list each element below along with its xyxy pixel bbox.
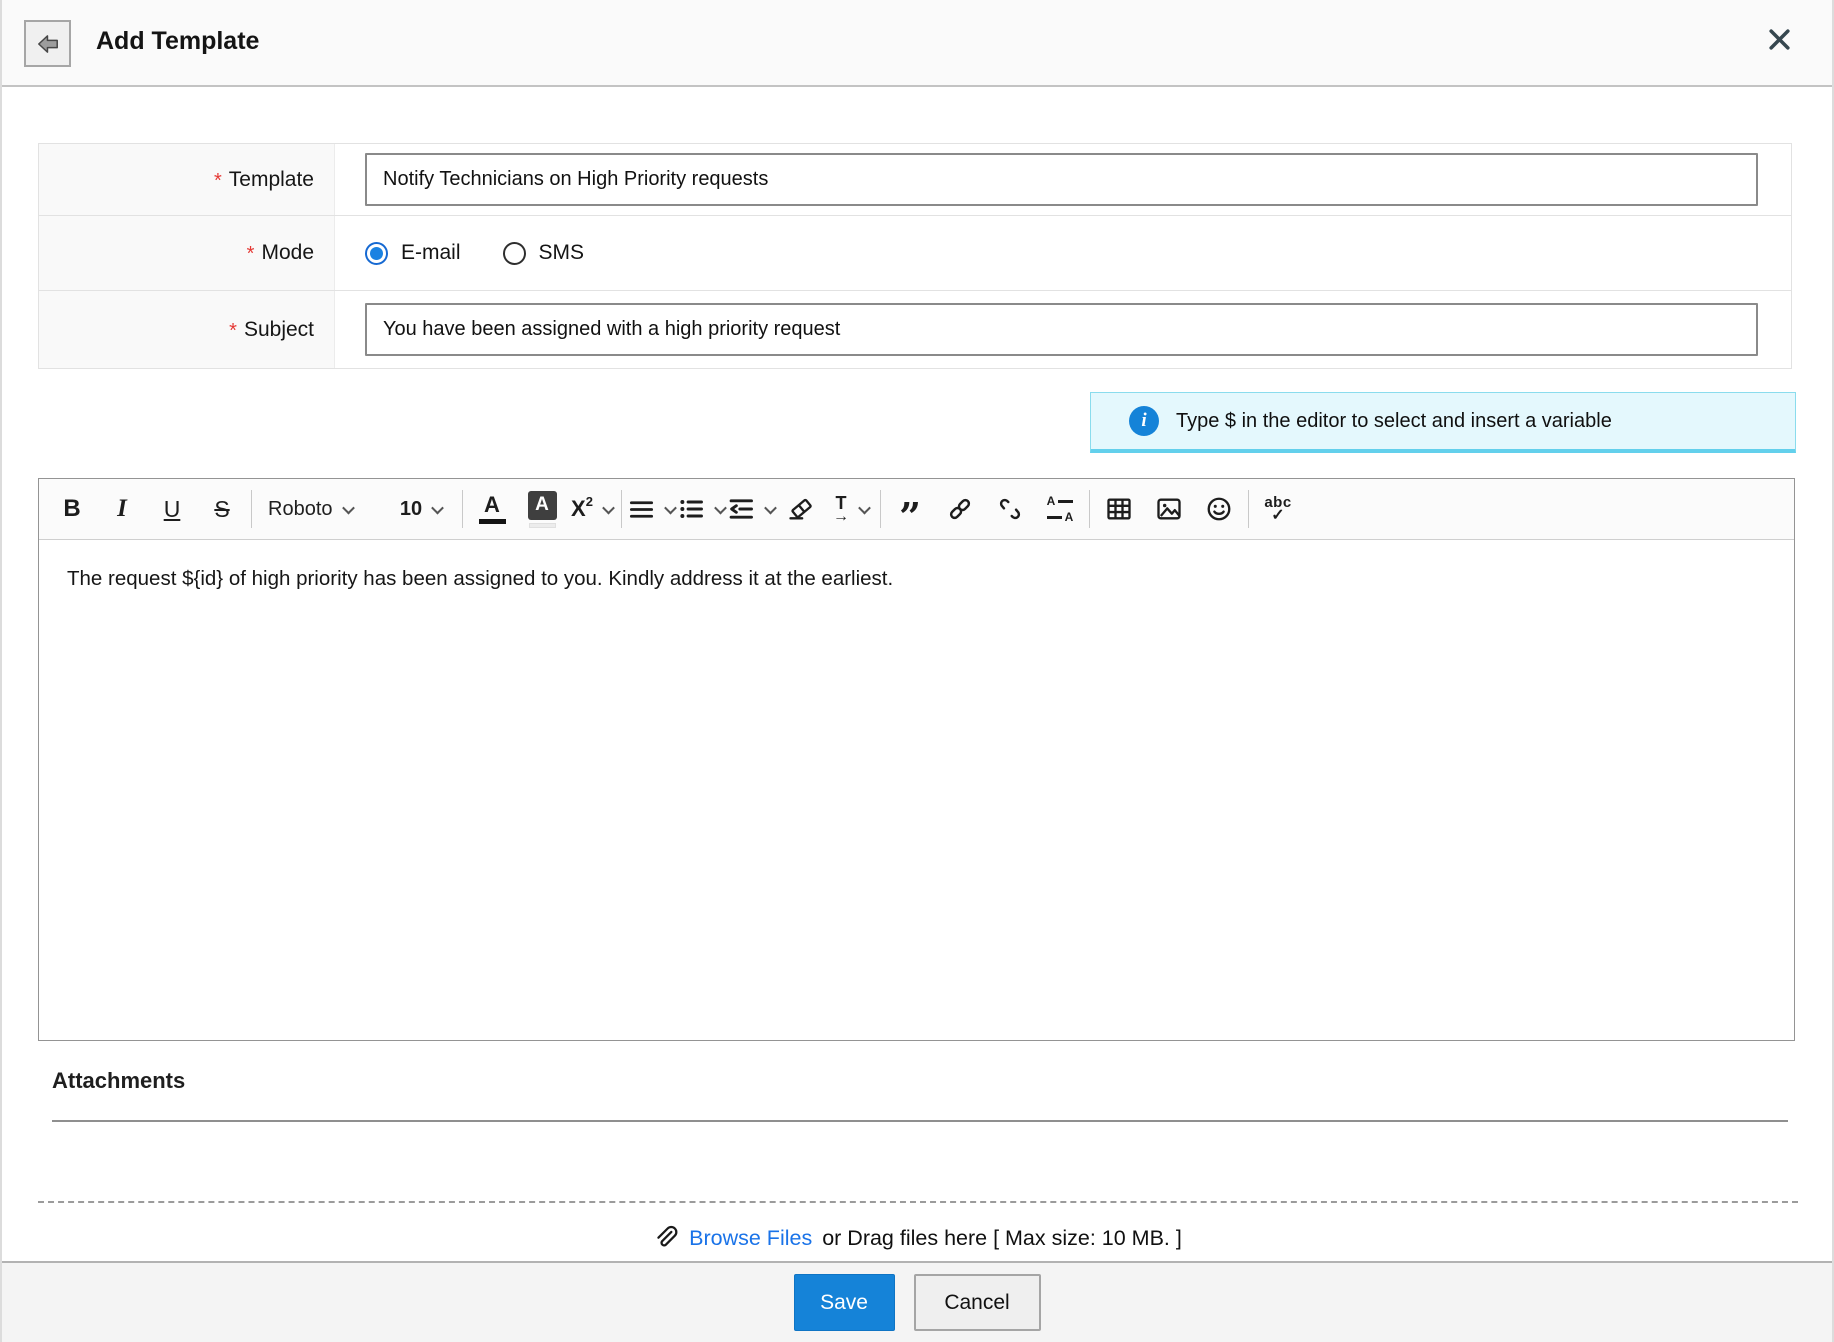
link-icon bbox=[946, 495, 974, 523]
text-color-icon: A bbox=[479, 494, 506, 524]
line-height-button[interactable] bbox=[1035, 486, 1085, 532]
close-button[interactable] bbox=[1764, 24, 1794, 54]
rich-text-editor bbox=[38, 478, 1795, 1041]
unlink-icon bbox=[996, 495, 1024, 523]
superscript-icon: X $^2$ bbox=[571, 494, 593, 521]
bold-button[interactable]: B bbox=[63, 495, 81, 522]
chevron-down-icon bbox=[714, 501, 727, 514]
mode-value-cell bbox=[335, 216, 1791, 290]
toolbar-separator bbox=[1089, 490, 1090, 528]
subject-label-cell bbox=[39, 291, 335, 368]
mode-sms-label: SMS bbox=[538, 241, 585, 264]
blockquote-button[interactable]: ” bbox=[899, 494, 921, 539]
superscript-dropdown[interactable] bbox=[567, 486, 617, 532]
highlight-color-button[interactable] bbox=[517, 486, 567, 532]
text-direction-dropdown[interactable] bbox=[826, 486, 876, 532]
emoji-button[interactable] bbox=[1194, 486, 1244, 532]
toolbar-separator bbox=[1248, 490, 1249, 528]
subject-label: Subject bbox=[243, 317, 314, 341]
editor-content-text: The request ${id} of high priority has been assigned to you. Kindly address it at the earliest. bbox=[67, 567, 894, 590]
font-size-dropdown[interactable] bbox=[384, 486, 458, 532]
spellcheck-button[interactable] bbox=[1253, 486, 1303, 532]
unlink-button[interactable] bbox=[985, 486, 1035, 532]
template-label: Template bbox=[228, 167, 314, 191]
mode-email-label: E-mail bbox=[401, 241, 461, 264]
chevron-down-icon bbox=[664, 501, 677, 514]
chevron-down-icon bbox=[602, 501, 615, 514]
template-label-cell bbox=[39, 144, 335, 215]
file-dropzone bbox=[2, 1216, 1832, 1260]
cancel-button[interactable]: Cancel bbox=[914, 1274, 1041, 1331]
insert-image-button[interactable] bbox=[1144, 486, 1194, 532]
toolbar-separator bbox=[880, 490, 881, 528]
clear-format-button[interactable] bbox=[776, 486, 826, 532]
attachments-divider bbox=[52, 1120, 1788, 1122]
align-justify-icon bbox=[628, 496, 655, 523]
radio-selected-icon bbox=[365, 242, 388, 265]
chevron-down-icon bbox=[764, 501, 777, 514]
image-icon bbox=[1155, 495, 1183, 523]
editor-content-area[interactable] bbox=[39, 540, 1794, 1040]
radio-unselected-icon bbox=[503, 242, 526, 265]
close-icon bbox=[1767, 27, 1792, 52]
toolbar-separator bbox=[251, 490, 252, 528]
mode-option-email[interactable] bbox=[365, 241, 461, 265]
required-asterisk: * bbox=[229, 319, 237, 342]
italic-button[interactable]: I bbox=[117, 495, 127, 522]
editor-toolbar bbox=[39, 479, 1794, 540]
drag-files-text: or Drag files here [ Max size: 10 MB. ] bbox=[822, 1225, 1182, 1250]
dropzone-dashed-border bbox=[38, 1201, 1798, 1203]
toolbar-separator bbox=[462, 490, 463, 528]
back-button[interactable] bbox=[24, 20, 71, 67]
browse-files-link[interactable]: Browse Files bbox=[689, 1225, 813, 1250]
variable-hint-banner bbox=[1090, 392, 1796, 453]
dialog-footer bbox=[2, 1261, 1832, 1342]
highlight-color-icon: A bbox=[528, 491, 557, 528]
template-form bbox=[38, 143, 1792, 369]
table-icon bbox=[1105, 495, 1133, 523]
form-row-mode bbox=[39, 216, 1791, 291]
font-family-dropdown[interactable] bbox=[256, 486, 384, 532]
mode-label-cell bbox=[39, 216, 335, 290]
spellcheck-icon: abc ✓ bbox=[1264, 493, 1292, 524]
underline-button[interactable]: U bbox=[163, 495, 181, 522]
bullet-list-icon bbox=[677, 495, 705, 523]
variable-hint-text: Type $ in the editor to select and insert a variable bbox=[1176, 409, 1612, 432]
insert-link-button[interactable] bbox=[935, 486, 985, 532]
dialog-header bbox=[2, 0, 1832, 87]
indent-dropdown[interactable] bbox=[726, 486, 776, 532]
save-button[interactable]: Save bbox=[794, 1274, 895, 1331]
subject-input[interactable] bbox=[365, 303, 1758, 356]
template-value-cell bbox=[335, 144, 1791, 215]
chevron-down-icon bbox=[342, 501, 355, 514]
required-asterisk: * bbox=[213, 169, 222, 192]
strikethrough-button[interactable]: S bbox=[214, 495, 230, 522]
attachments-heading: Attachments bbox=[52, 1068, 186, 1093]
chevron-down-icon bbox=[858, 501, 871, 514]
back-arrow-icon bbox=[35, 31, 61, 57]
required-asterisk: * bbox=[246, 243, 255, 265]
mode-label: Mode bbox=[261, 241, 314, 264]
mode-radio-group bbox=[365, 241, 584, 265]
list-dropdown[interactable] bbox=[676, 486, 726, 532]
chevron-down-icon bbox=[431, 501, 444, 514]
font-size-value: 10 bbox=[399, 497, 423, 520]
mode-option-sms[interactable] bbox=[503, 241, 585, 265]
template-name-input[interactable] bbox=[365, 153, 1758, 206]
form-row-template bbox=[39, 144, 1791, 216]
text-color-button[interactable] bbox=[467, 486, 517, 532]
eraser-icon bbox=[787, 495, 815, 523]
text-direction-icon: T → bbox=[833, 492, 849, 525]
font-family-value: Roboto bbox=[268, 497, 333, 520]
line-height-icon: A A bbox=[1046, 494, 1074, 524]
subject-value-cell bbox=[335, 291, 1791, 368]
toolbar-separator bbox=[621, 490, 622, 528]
page-title: Add Template bbox=[96, 27, 260, 55]
form-row-subject bbox=[39, 291, 1791, 368]
smiley-icon bbox=[1205, 495, 1233, 523]
info-icon: i bbox=[1129, 406, 1159, 436]
align-dropdown[interactable] bbox=[626, 486, 676, 532]
paperclip-icon bbox=[652, 1225, 679, 1252]
insert-table-button[interactable] bbox=[1094, 486, 1144, 532]
outdent-icon bbox=[727, 495, 755, 523]
